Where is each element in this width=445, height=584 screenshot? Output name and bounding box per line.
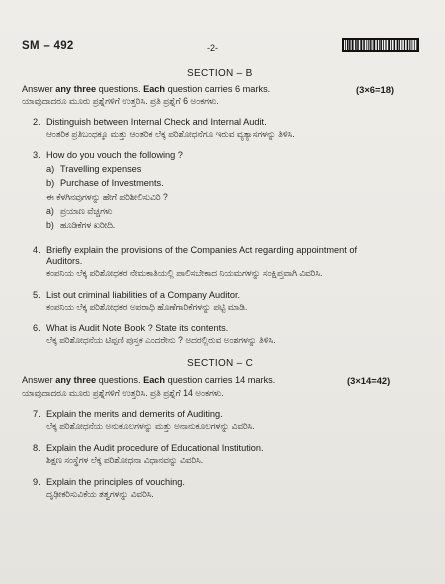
question-number: 8. (33, 443, 41, 453)
question-text: Distinguish between Internal Check and Internal Audit. (46, 117, 267, 127)
question-text-kannada: ಲೆಕ್ಕ ಪರಿಶೋಧನೆಯ ಟಿಪ್ಪಣಿ ಪುಸ್ತಕ ಎಂದರೇನು ? ಅದರಲ್ಲಿರುವ ಅಂಶಗಳನ್ನು ತಿಳಿಸಿ. (46, 335, 276, 345)
question-text-kannada: ಈ ಕೆಳಗಿನವುಗಳನ್ನು ಹೇಗೆ ಪರಿಶೀಲಿಸುವಿರಿ ? (46, 192, 168, 202)
sub-question-text: Purchase of Investments. (60, 178, 164, 188)
question-number: 3. (33, 150, 41, 160)
question-text-continued: Auditors. (46, 256, 83, 266)
section-c-marks: (3×14=42) (347, 375, 391, 386)
section-c-instruction: Answer any three questions. Each question carries 14 marks. (22, 375, 276, 385)
question-text-kannada: ಶಿಕ್ಷಣ ಸಂಸ್ಥೆಗಳ ಲೆಕ್ಕ ಪರಿಶೋಧನಾ ವಿಧಾನವನ್ನು ವಿವರಿಸಿ. (46, 455, 204, 465)
question-number: 5. (33, 290, 41, 300)
sub-question-label-kannada: b) (46, 220, 54, 230)
paper-code: SM – 492 (22, 40, 74, 52)
section-b-instruction: Answer any three questions. Each question carries 6 marks. (22, 84, 271, 94)
question-text: Explain the merits and demerits of Auditing. (46, 409, 223, 419)
page-number: -2- (207, 43, 218, 53)
sub-question-label: b) (46, 178, 55, 188)
question-number: 4. (33, 245, 41, 255)
sub-question-label-kannada: a) (46, 206, 54, 216)
question-number: 2. (33, 117, 41, 127)
question-text: Briefly explain the provisions of the Companies Act regarding appointment of (46, 245, 358, 255)
question-text-kannada: ದೃಢೀಕರಿಸುವಿಕೆಯ ತತ್ವಗಳನ್ನು ವಿವರಿಸಿ. (46, 489, 154, 499)
sub-question-text-kannada: ಹೂಡಿಕೆಗಳ ಖರೀದಿ. (60, 220, 116, 230)
question-text: How do you vouch the following ? (46, 150, 183, 160)
sub-question-text: Travelling expenses (60, 164, 142, 174)
question-text-kannada: ಲೆಕ್ಕ ಪರಿಶೋಧನೆಯ ಅನುಕೂಲಗಳನ್ನು ಮತ್ತು ಅನಾನುಕೂಲಗಳನ್ನು ವಿವರಿಸಿ. (46, 421, 255, 431)
section-b-marks: (3×6=18) (356, 84, 395, 95)
section-c-title: SECTION – C (187, 358, 254, 369)
question-text-kannada: ಕಂಪನಿಯ ಲೆಕ್ಕ ಪರಿಶೋಧಕರ ನೇಮಕಾತಿಯಲ್ಲಿ ಪಾಲಿಸಬೇಕಾದ ನಿಯಮಗಳನ್ನು ಸಂಕ್ಷಿಪ್ತವಾಗಿ ವಿವರಿಸಿ. (46, 268, 323, 278)
section-b-title: SECTION – B (187, 68, 253, 79)
section-c-instruction-kannada: ಯಾವುದಾದರೂ ಮೂರು ಪ್ರಶ್ನೆಗಳಿಗೆ ಉತ್ತರಿಸಿ. ಪ್ರತಿ ಪ್ರಶ್ನೆಗೆ 14 ಅಂಕಗಳು. (22, 388, 224, 398)
barcode-image (342, 38, 419, 52)
section-b-instruction-kannada: ಯಾವುದಾದರೂ ಮೂರು ಪ್ರಶ್ನೆಗಳಿಗೆ ಉತ್ತರಿಸಿ. ಪ್ರತಿ ಪ್ರಶ್ನೆಗೆ 6 ಅಂಕಗಳು. (22, 96, 219, 106)
question-number: 9. (33, 477, 41, 487)
question-text-kannada: ಕಂಪನಿಯ ಲೆಕ್ಕ ಪರಿಶೋಧಕರ ಅಪರಾಧಿ ಹೊಣೆಗಾರಿಕೆಗಳನ್ನು ಪಟ್ಟಿ ಮಾಡಿ. (46, 302, 248, 312)
question-number: 7. (33, 409, 41, 419)
question-text: Explain the Audit procedure of Educational Institution. (46, 443, 264, 453)
question-text: Explain the principles of vouching. (46, 477, 185, 487)
question-number: 6. (33, 323, 41, 333)
question-text: List out criminal liabilities of a Company Auditor. (46, 290, 241, 300)
sub-question-label: a) (46, 164, 55, 174)
question-text: What is Audit Note Book ? State its contents. (46, 323, 229, 333)
question-text-kannada: ಆಂತರಿಕ ಪ್ರತಿಬಂಧಕ್ಕೂ ಮತ್ತು ಆಂತರಿಕ ಲೆಕ್ಕ ಪರಿಶೋಧನೆಗೂ ಇರುವ ವ್ಯತ್ಯಾಸಗಳನ್ನು ತಿಳಿಸಿ. (46, 129, 295, 139)
sub-question-text-kannada: ಪ್ರಯಾಣ ವೆಚ್ಚಗಳು (60, 206, 113, 216)
